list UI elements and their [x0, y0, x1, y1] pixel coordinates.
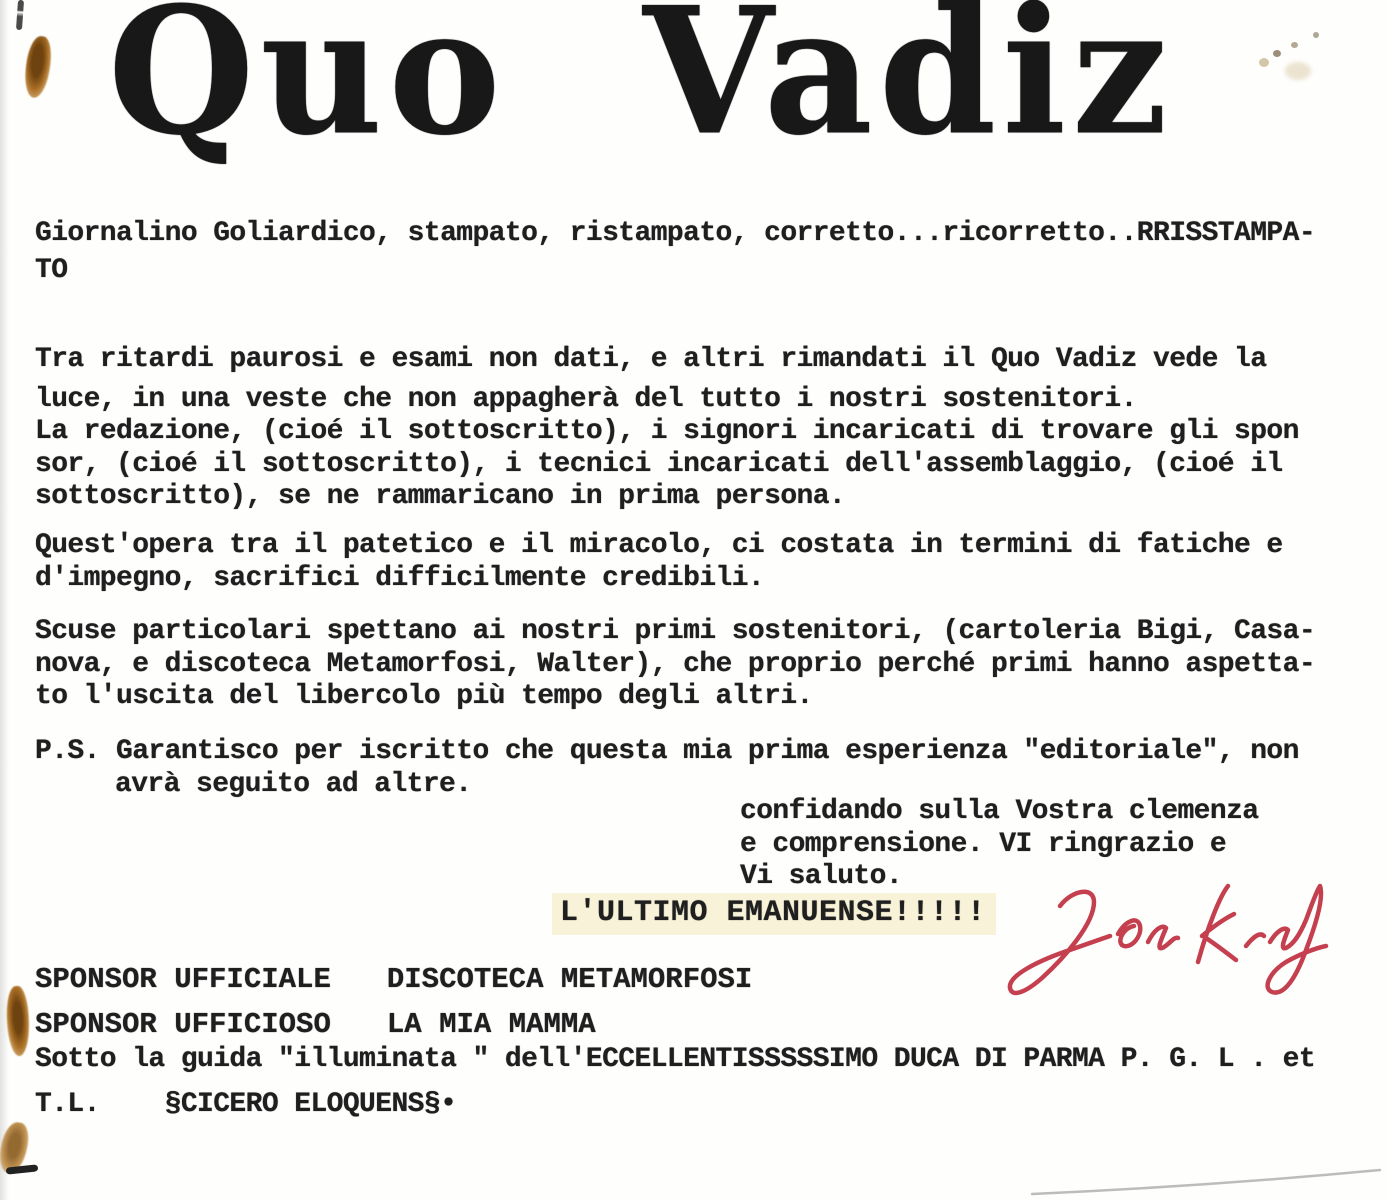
- text-line: sor, (cioé il sottoscritto), i tecnici incaricati dell'assemblaggio, (cioé il: [35, 448, 1283, 480]
- sponsor-official-row: [35, 963, 752, 996]
- paragraph-3: [35, 616, 1315, 714]
- text-line: Sotto la guida "illuminata " dell'ECCELLENTISSSSSIMO DUCA DI PARMA P. G. L . et: [35, 1044, 1316, 1075]
- text-line: T.L. §CICERO ELOQUENS§•: [35, 1089, 457, 1120]
- scanner-edge-shadow: [0, 0, 9, 1200]
- handwritten-signature: [1002, 862, 1332, 1007]
- sponsor-value: DISCOTECA METAMORFOSI: [386, 963, 753, 996]
- rust-stain-bottom-left: [0, 1120, 31, 1176]
- text-line: Quest'opera tra il patetico e il miracolo, ci costata in termini di fatiche e: [35, 530, 1283, 561]
- text-line: Giornalino Goliardico, stampato, ristampato, corretto...ricorretto..RRISSTAMPA-: [35, 218, 1316, 249]
- sponsor-label: SPONSOR UFFICIOSO: [35, 1008, 331, 1041]
- text-line: sottoscritto), se ne rammaricano in prima persona.: [35, 481, 846, 512]
- text-line: P.S. Garantisco per iscritto che questa mia prima esperienza "editoriale", non: [35, 736, 1299, 767]
- paragraph-2: [35, 530, 1283, 595]
- paragraph-1: [35, 344, 1299, 514]
- rust-stain-left-middle: [5, 985, 32, 1056]
- scan-crease-line: [1020, 1160, 1389, 1200]
- text-line: Scuse particolari spettano ai nostri primi sostenitori, (cartoleria Bigi, Casa-: [35, 616, 1316, 647]
- text-line: nova, e discoteca Metamorfosi, Walter), che proprio perché primi hanno aspetta-: [35, 648, 1316, 680]
- sponsor-unofficial-row: [35, 1008, 596, 1041]
- shout-line: L'ULTIMO EMANUENSE!!!!!: [552, 893, 996, 935]
- stain-specks-top-right: [1255, 28, 1345, 83]
- footer-guida-line: [35, 1044, 1315, 1077]
- text-line: e comprensione. VI ringrazio e: [740, 828, 1227, 860]
- text-line: luce, in una veste che non appagherà del tutto i nostri sostenitori.: [35, 383, 1137, 415]
- text-line: Vi saluto.: [740, 861, 903, 892]
- footer-cicero-line: [35, 1089, 456, 1122]
- text-line: avrà seguito ad altre.: [115, 768, 472, 800]
- text-line: confidando sulla Vostra clemenza: [740, 796, 1259, 827]
- text-line: La redazione, (cioé il sottoscritto), i signori incaricati di trovare gli spon: [35, 416, 1299, 447]
- text-line: Tra ritardi paurosi e esami non dati, e altri rimandati il Quo Vadiz vede la: [35, 344, 1267, 375]
- paragraph-intro: [35, 216, 1315, 289]
- text-line: TO: [35, 254, 68, 286]
- text-line: to l'uscita del libercolo più tempo degli altri.: [35, 681, 813, 712]
- sponsor-label: SPONSOR UFFICIALE: [35, 963, 331, 996]
- ink-dash-bottom-left: [6, 1164, 39, 1174]
- text-line: d'impegno, sacrifici difficilmente credibili.: [35, 562, 765, 594]
- rust-stain-top-left: [23, 35, 53, 99]
- paragraph-ps: [35, 736, 1299, 801]
- masthead-title: Quo Vadiz: [108, 0, 1174, 174]
- sponsor-value: LA MIA MAMMA: [386, 1008, 596, 1041]
- pen-mark-top-left: [16, 0, 24, 30]
